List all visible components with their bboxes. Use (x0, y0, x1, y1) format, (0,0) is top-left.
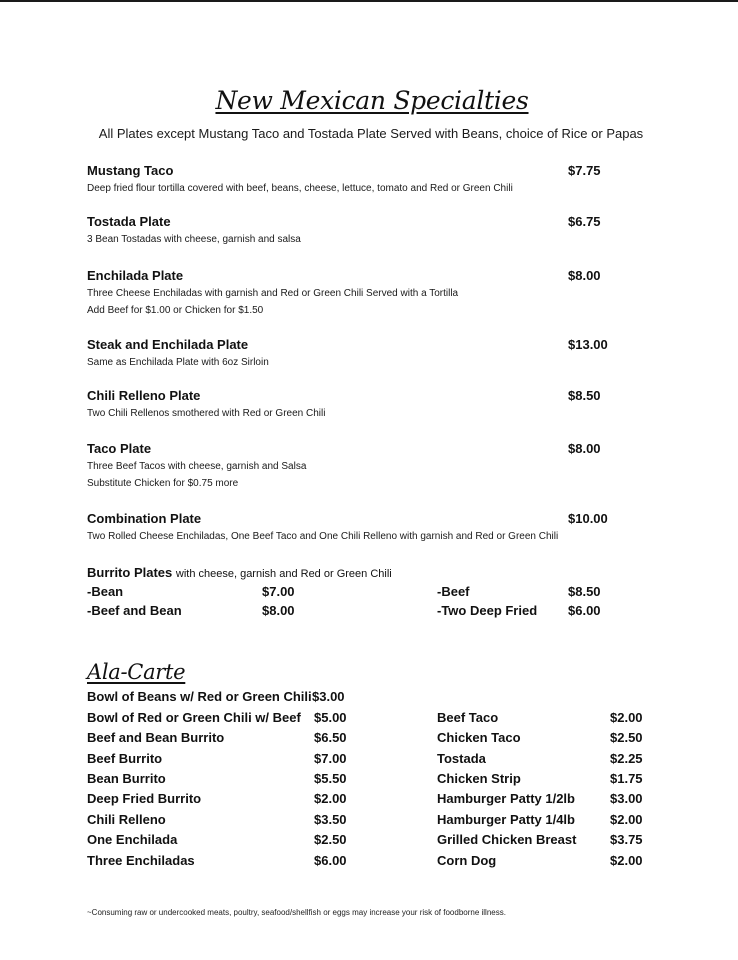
ala-carte-item-name: Bean Burrito (87, 771, 166, 786)
ala-carte-item-price: $2.50 (610, 730, 643, 745)
burrito-option-price: $8.00 (262, 603, 295, 618)
item-description-addon: Substitute Chicken for $0.75 more (87, 478, 239, 489)
item-name: Enchilada Plate (87, 268, 184, 283)
ala-carte-item-name: Three Enchiladas (87, 853, 195, 868)
ala-carte-item-price: $7.00 (314, 751, 347, 766)
item-price: $8.00 (568, 268, 601, 283)
ala-carte-item-name: Corn Dog (437, 853, 497, 868)
item-description: Three Beef Tacos with cheese, garnish and Salsa (87, 461, 307, 472)
burrito-option-price: $7.00 (262, 584, 295, 599)
ala-carte-item-name: Hamburger Patty 1/2lb (437, 791, 575, 806)
top-border-line (0, 0, 738, 2)
item-name: Mustang Taco (87, 163, 174, 178)
menu-item-chili-relleno-plate (87, 387, 627, 422)
menu-item-tostada-plate (87, 213, 627, 248)
item-price: $10.00 (568, 511, 608, 526)
ala-carte-item-name: Bowl of Red or Green Chili w/ Beef (87, 710, 301, 725)
item-description-addon: Add Beef for $1.00 or Chicken for $1.50 (87, 305, 264, 316)
item-description: Same as Enchilada Plate with 6oz Sirloin (87, 357, 269, 368)
page-subtitle: All Plates except Mustang Taco and Tostada Plate Served with Beans, choice of Rice or Papas (98, 126, 644, 141)
ala-carte-item-price: $3.50 (314, 812, 347, 827)
ala-carte-item-name: Chicken Strip (437, 771, 521, 786)
item-description: Two Rolled Cheese Enchiladas, One Beef Taco and One Chili Relleno with garnish and Red or Green Chili (87, 531, 559, 542)
ala-carte-item-name: Beef and Bean Burrito (87, 730, 225, 745)
item-name: Chili Relleno Plate (87, 388, 201, 403)
burrito-plates-heading (87, 564, 392, 583)
ala-carte-item-price: $2.00 (314, 791, 347, 806)
ala-carte-item-price: $2.25 (610, 751, 643, 766)
menu-item-combination-plate (87, 510, 627, 545)
item-name: Steak and Enchilada Plate (87, 337, 249, 352)
item-name: Tostada Plate (87, 214, 171, 229)
item-price: $6.75 (568, 214, 601, 229)
ala-carte-item-price: $2.50 (314, 832, 347, 847)
item-description: Deep fried flour tortilla covered with beef, beans, cheese, lettuce, tomato and Red or Green Chili (87, 183, 513, 194)
ala-carte-item-name: Beef Taco (437, 710, 499, 725)
item-price: $8.00 (568, 441, 601, 456)
menu-item-taco-plate (87, 440, 627, 492)
item-price: $7.75 (568, 163, 601, 178)
item-price: $13.00 (568, 337, 608, 352)
burrito-option-name: -Beef and Bean (87, 603, 182, 618)
ala-carte-item-price: $3.00 (610, 791, 643, 806)
burrito-option-name: -Two Deep Fried (437, 603, 538, 618)
ala-carte-item-price: $5.50 (314, 771, 347, 786)
burrito-option-price: $8.50 (568, 584, 601, 599)
ala-carte-item-price: $3.00 (312, 689, 345, 704)
burrito-plates-note: with cheese, garnish and Red or Green Chili (175, 568, 392, 580)
burrito-option-name: -Beef (437, 584, 470, 599)
ala-carte-item-name: Deep Fried Burrito (87, 791, 202, 806)
ala-carte-item-name: Hamburger Patty 1/4lb (437, 812, 575, 827)
ala-carte-item-price: $5.00 (314, 710, 347, 725)
ala-carte-item-price: $1.75 (610, 771, 643, 786)
ala-carte-item-name: Bowl of Beans w/ Red or Green Chili (87, 689, 312, 704)
item-description: 3 Bean Tostadas with cheese, garnish and salsa (87, 234, 301, 245)
ala-carte-item-name: Beef Burrito (87, 751, 163, 766)
ala-carte-item-price: $6.50 (314, 730, 347, 745)
menu-item-steak-enchilada-plate (87, 336, 627, 371)
item-description: Three Cheese Enchiladas with garnish and Red or Green Chili Served with a Tortilla (87, 288, 459, 299)
item-description: Two Chili Rellenos smothered with Red or Green Chili (87, 408, 326, 419)
page-title: New Mexican Specialties (215, 86, 529, 115)
menu-item-mustang-taco (87, 162, 627, 197)
ala-carte-item-name: One Enchilada (87, 832, 178, 847)
item-price: $8.50 (568, 388, 601, 403)
ala-carte-item-name: Chili Relleno (87, 812, 166, 827)
ala-carte-item-name: Grilled Chicken Breast (437, 832, 577, 847)
ala-carte-item-name: Chicken Taco (437, 730, 521, 745)
ala-carte-item-price: $2.00 (610, 812, 643, 827)
burrito-plates-title: Burrito Plates (87, 565, 173, 580)
ala-carte-item-name: Tostada (437, 751, 486, 766)
burrito-option-price: $6.00 (568, 603, 601, 618)
ala-carte-item-price: $3.75 (610, 832, 643, 847)
ala-carte-item-price: $6.00 (314, 853, 347, 868)
item-name: Combination Plate (87, 511, 202, 526)
menu-item-enchilada-plate (87, 267, 627, 319)
ala-carte-item-price: $2.00 (610, 853, 643, 868)
burrito-option-name: -Bean (87, 584, 124, 599)
item-name: Taco Plate (87, 441, 152, 456)
ala-carte-item-price: $2.00 (610, 710, 643, 725)
ala-carte-title: Ala-Carte (87, 660, 186, 684)
food-safety-footnote: ~Consuming raw or undercooked meats, poultry, seafood/shellfish or eggs may increase your risk of foodborne illness. (87, 908, 506, 917)
